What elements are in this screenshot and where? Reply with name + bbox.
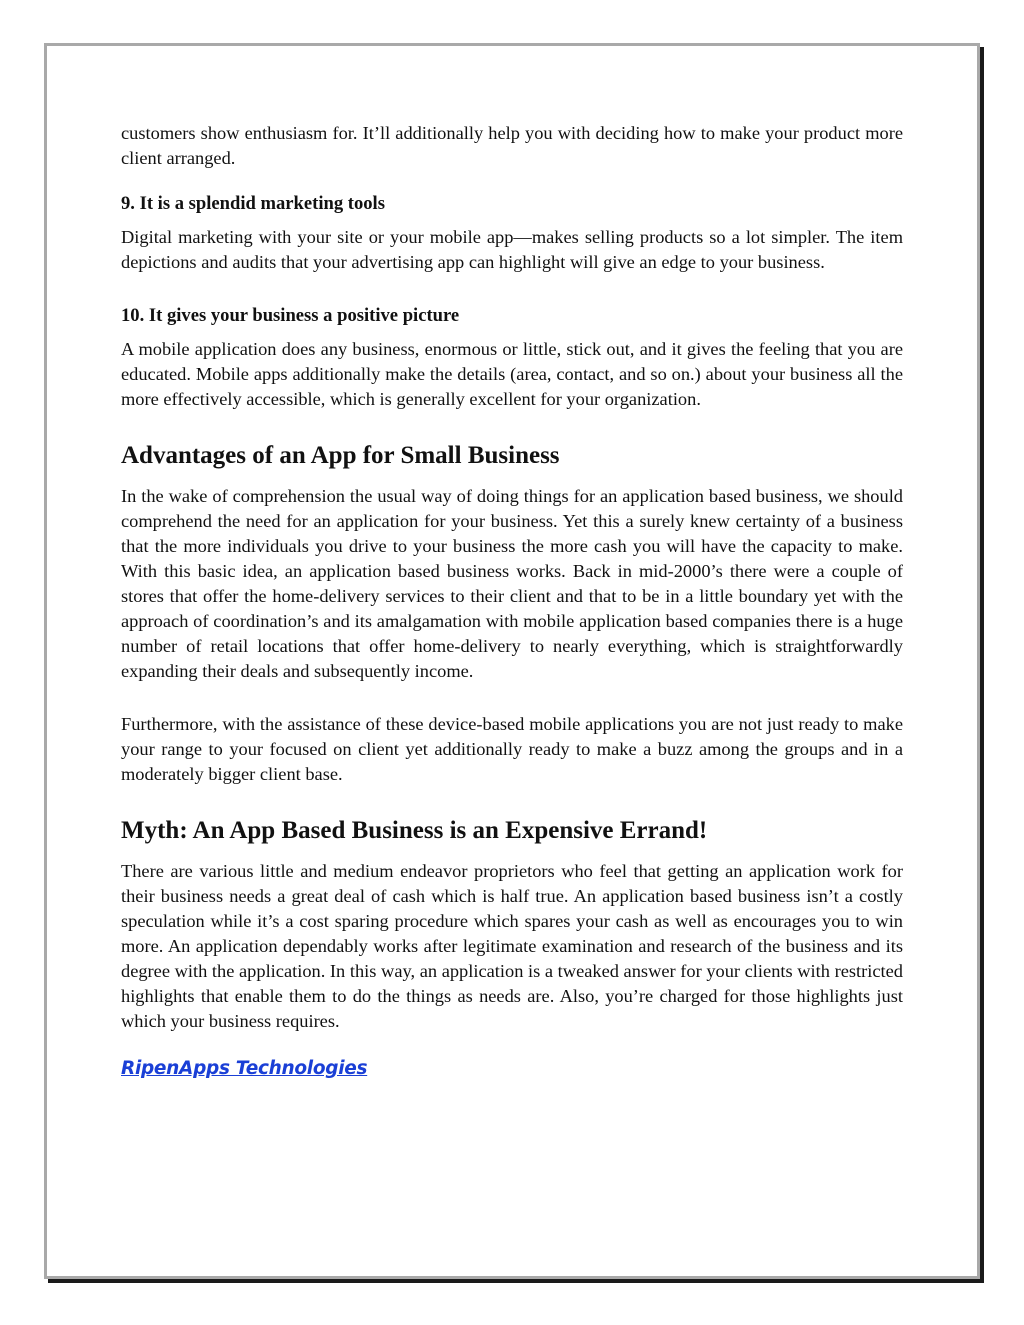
intro-continuation-paragraph: customers show enthusiasm for. It’ll additionally help you with deciding how to make your product more client arranged. [121,123,903,168]
section-9-heading: 9. It is a splendid marketing tools [121,193,385,214]
section-10-paragraph: A mobile application does any business, enormous or little, stick out, and it gives the feeling that you are educated. Mobile apps additionally make the details (area, contact, and so on.) about your business all the more effectively accessible, which is generally excellent for your organization. [121,339,903,409]
advantages-heading: Advantages of an App for Small Business [121,442,560,469]
section-10-heading: 10. It gives your business a positive picture [121,305,460,326]
advantages-paragraph-1: In the wake of comprehension the usual way of doing things for an application based business, we should comprehend the need for an application for your business. Yet this a surely knew certainty of a business that the more individuals you drive to your business the more cash you will have the capacity to make. With this basic idea, an application based business works. Back in mid-2000’s there were a couple of stores that offer the home-delivery services to their client and that to be in a little boundary yet with the approach of coordination’s and its amalgamation with mobile application based companies there is a huge number of retail locations that offer home-delivery to nearly everything, which is straightforwardly expanding their deals and subsequently income. [121,486,903,681]
advantages-paragraph-2: Furthermore, with the assistance of these device-based mobile applications you are not just ready to make your range to your focused on client yet additionally ready to make a buzz among the groups and in a moderately bigger client base. [121,714,903,784]
section-9-paragraph: Digital marketing with your site or your mobile app—makes selling products so a lot simpler. The item depictions and audits that your advertising app can highlight will give an edge to your business. [121,227,903,272]
myth-paragraph: There are various little and medium endeavor proprietors who feel that getting an application work for their business needs a great deal of cash which is half true. An application based business isn’t a costly speculation while it’s a cost sparing procedure which spares your cash as well as encourages you to win more. An application dependably works after legitimate examination and research of the business and its degree with the application. In this way, an application is a tweaked answer for your clients with restricted highlights that enable them to do the things as needs are. Also, you’re charged for those highlights just which your business requires. [121,861,903,1031]
myth-heading: Myth: An App Based Business is an Expensive Errand! [121,817,708,844]
document-body [121,121,903,1079]
ripenapps-link[interactable]: RipenApps Technologies [121,1058,368,1079]
